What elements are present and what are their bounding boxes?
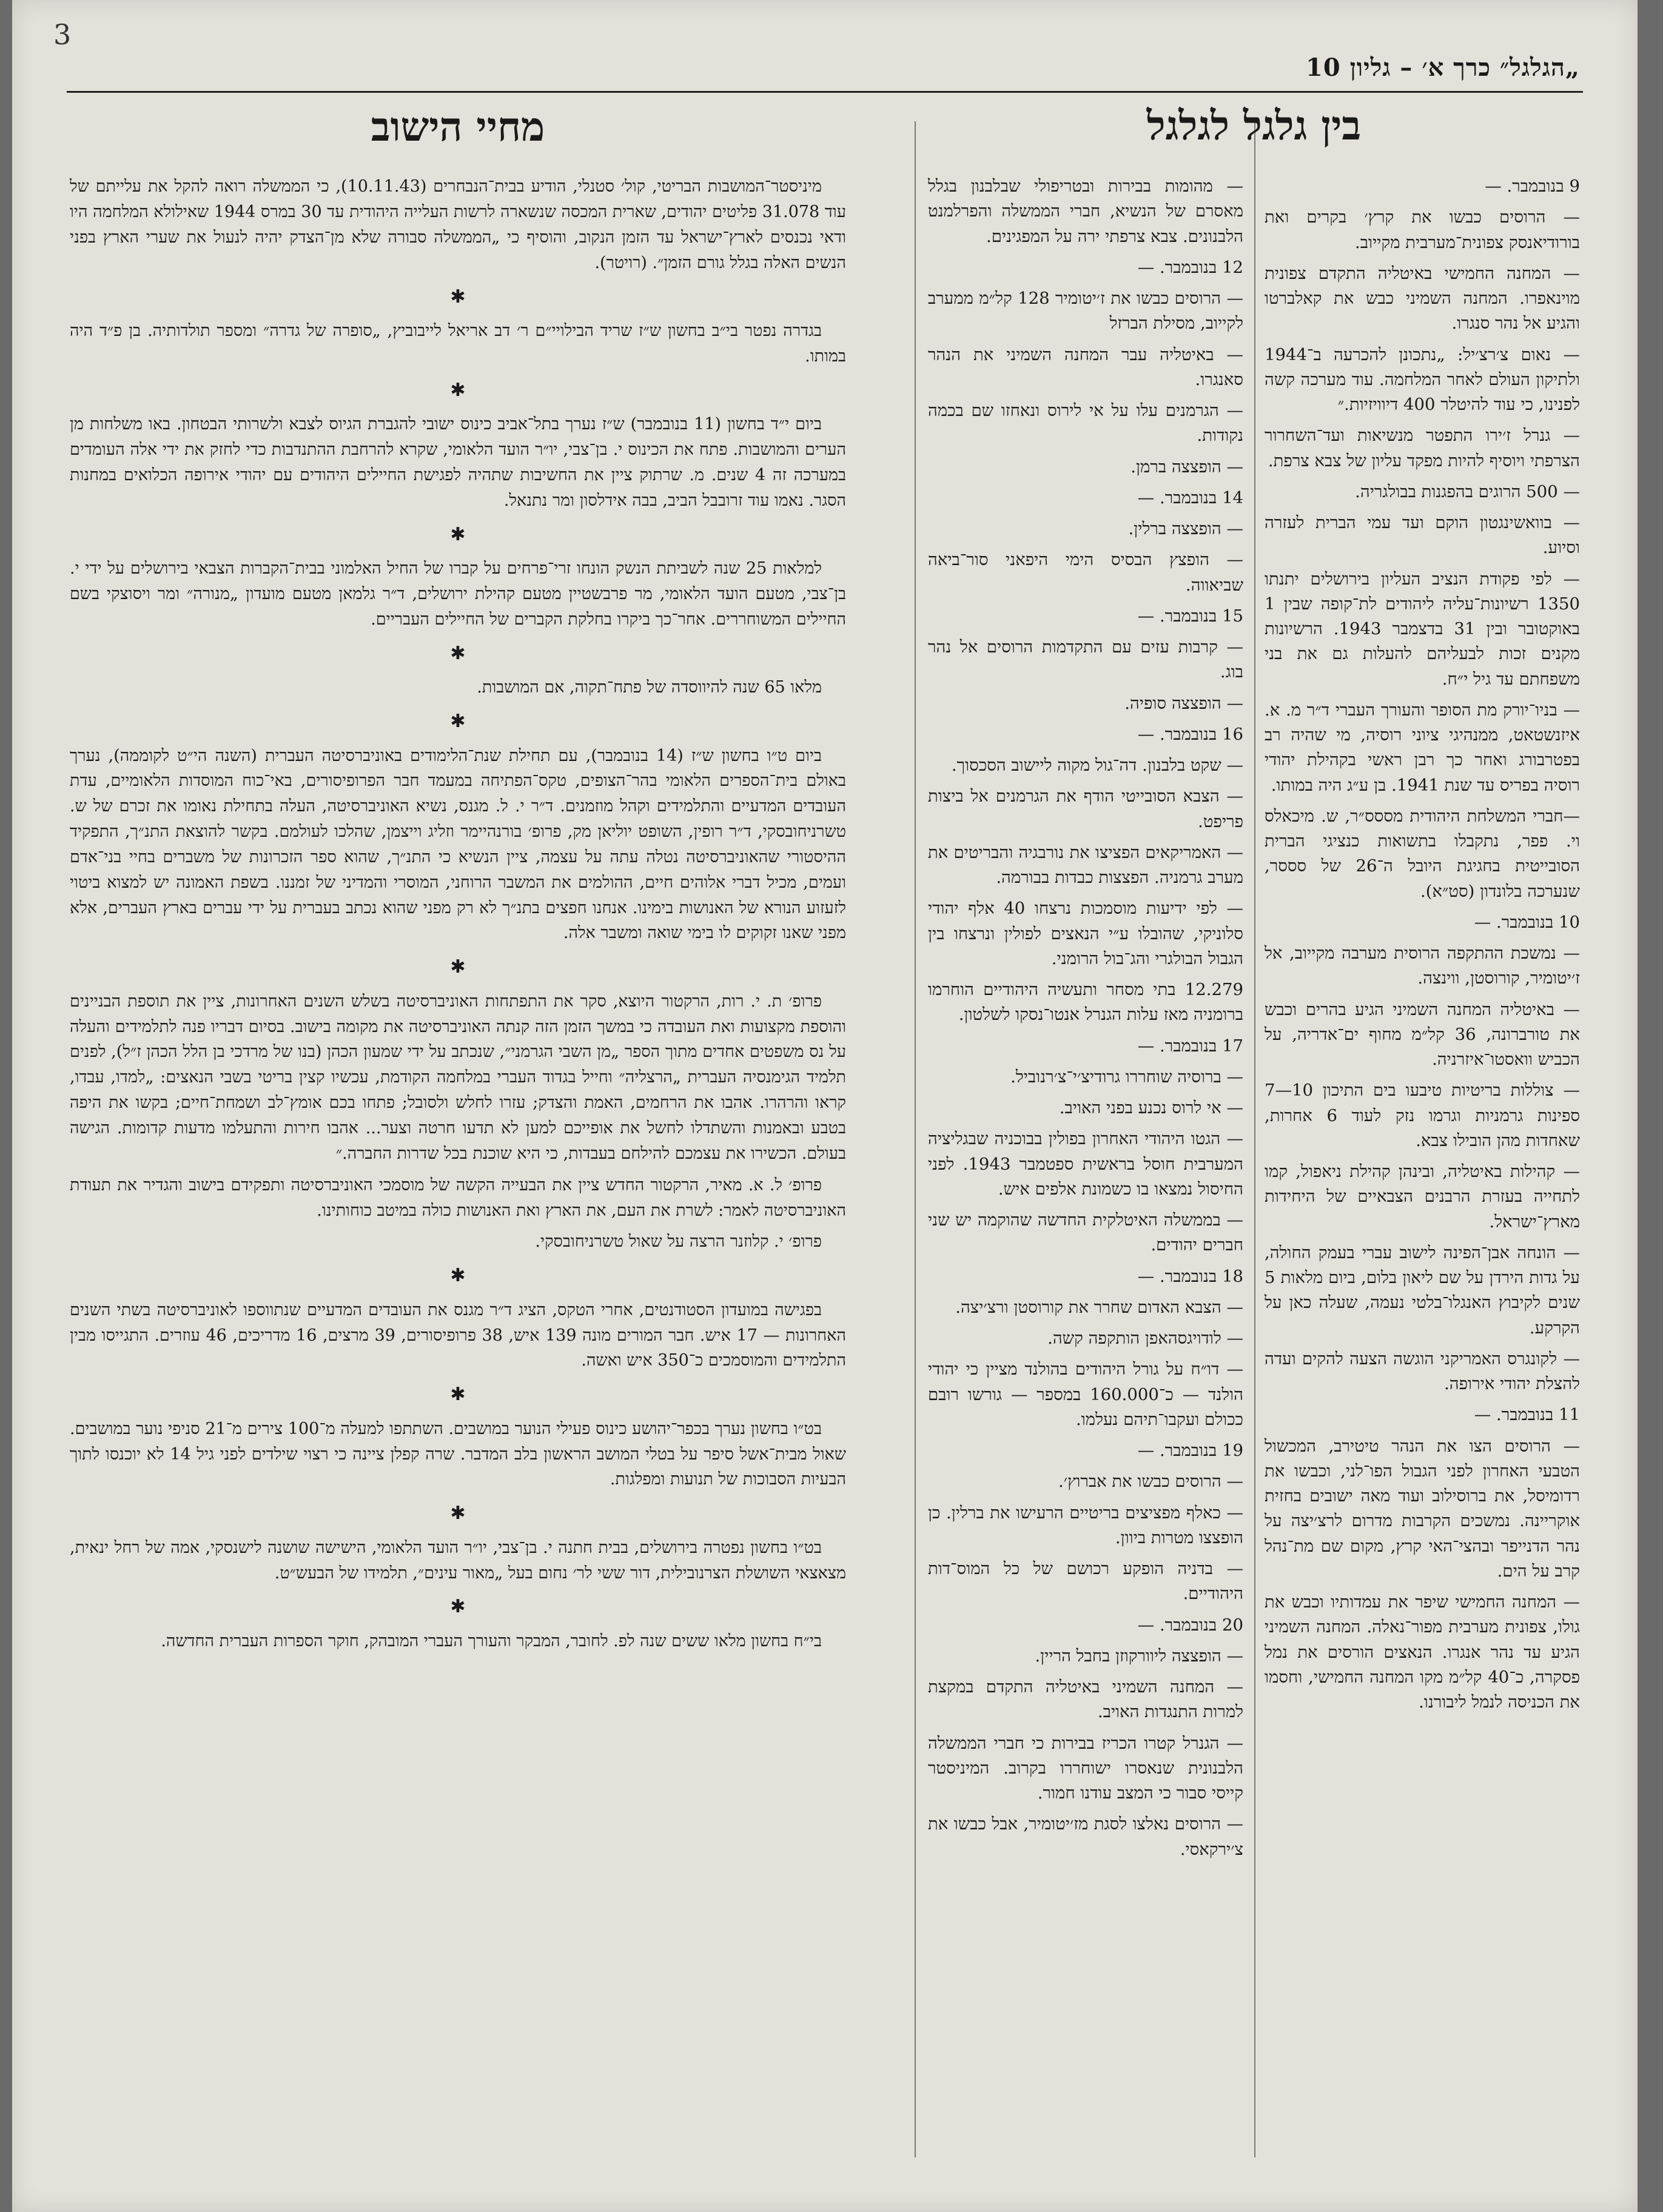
section-separator: ✱ <box>450 1265 466 1287</box>
news-item: — באיטליה עבר המחנה השמיני את הנהר סאנגרו. <box>928 344 1243 389</box>
news-item: — ברוסיה שוחררו גרודיצ׳י־צ׳רנוביל. <box>1010 1067 1243 1087</box>
news-item: — הגנרל קטרו הכריז בבירות כי חברי הממשלה הלבנונית שנאסרו ישוחררו בקרוב. המיניסטר קייסי סבור כי המצב עודנו חמור. <box>928 1733 1243 1803</box>
news-item: — בממשלה האיטלקית החדשה שהוקמה יש שני חברים יהודים. <box>928 1210 1243 1255</box>
news-item: — צוללות בריטיות טיבעו בים התיכון 10—7 ספינות גרמניות וגרמו נזק לעוד 6 אחרות, שאחדות מהן הובילו צבא. <box>1265 1081 1580 1150</box>
header-rule <box>67 91 1583 93</box>
news-item: — גנרל ז׳ירו התפטר מנשיאות ועד־השחרור הצרפתי ויוסיף להיות מפקד עליון של צבא צרפת. <box>1265 426 1580 471</box>
news-item: — הופצצה ליוורקוזן בחבל הריין. <box>1035 1646 1243 1666</box>
news-date-heading: 12 בנובמבר. — <box>1137 257 1243 277</box>
news-item: — הופצצה ברמן. <box>1131 457 1243 477</box>
news-item: — נמשכת ההתקפה הרוסית מערבה מקייוב, אל ז׳יטומיר, קורוסטן, ווינצה. <box>1265 943 1580 988</box>
news-item: — 500 הרוגים בהפגנות בבולגריה. <box>1355 481 1580 501</box>
section-separator: ✱ <box>450 956 466 978</box>
yishuv-item: מיניסטר־המושבות הבריטי, קול׳ סטנלי, הודיע בבית־הנבחרים (10.11.43), כי הממשלה רואה להקל את עלייתם של עוד 31.078 פליטים יהודים, שארית המכסה שנשארה לרשות העלייה היהודית עד 30 במרס 1944 שאילולא המלחמה היו ודאי נכנסים לארץ־ישראל עד הזמן הנקוב, והוסיף כי „הממשלה סבורה שלא מן־הצדק יהיה לנעול את שערי הארץ בפני הנשים האלה בגלל גורם הזמן״. (רויטר). <box>70 177 846 272</box>
news-item: — הצבא האדום שחרר את קורוסטן ורצ׳יצה. <box>955 1297 1243 1317</box>
yishuv-item: בפגישה במועדון הסטודנטים, אחרי הטקס, הציג ד״ר מגנס את העובדים המדעיים שנתווספו לאוניברסיטה בשתי השנים האחרונות — 17 איש. חבר המורים מונה 139 איש, 38 פרופיסורים, 39 מרצים, 16 מדריכים, 46 עוזרים. התגייסו מבין התלמידים והמוסמכים כ־350 איש ואשה. <box>70 1300 846 1370</box>
news-item: — לפי פקודת הנציב העליון בירושלים יתנתו 1350 רשיונות־עליה ליהודים לת־קופה שבין 1 באוקטובר ובין 31 בדצמבר 1943. הרשיונות מקנים זכות לבעליהם להעלות גם את בני משפחתם עד גיל י״ח. <box>1265 569 1580 689</box>
section-separator: ✱ <box>450 286 466 307</box>
news-item: — הצבא הסובייטי הודף את הגרמנים אל ביצות פריפט. <box>928 786 1243 831</box>
news-item: — דו״ח על גורל היהודים בהולנד מציין כי יהודי הולנד — כ־160.000 במספר — גורשו רובם ככולם ועקבו־תיהם נעלמו. <box>928 1359 1243 1429</box>
news-date-heading: 20 בנובמבר. — <box>1137 1615 1243 1635</box>
news-item: — נאום צ׳רצ׳יל: „נתכונן להכרעה ב־1944 ולתיקון העולם לאחר המלחמה. עוד מערכה קשה לפנינו, כי עוד להיטלר 400 דיוויזיות.״ <box>1265 344 1580 415</box>
section-separator: ✱ <box>450 1596 466 1618</box>
yishuv-item: בגדרה נפטר בי״ב בחשון ש״ז שריד הבילויי״ם ר׳ דב אריאל לייבוביץ, „סופרה של גדרה״ ומספר תולדותיה. בן פ״ד היה במותו. <box>70 321 846 366</box>
news-date-heading: 11 בנובמבר. — <box>1474 1405 1580 1425</box>
column-divider <box>1254 121 1255 2157</box>
news-item: — בדניה הופקע רכושם של כל המוס־דות היהודיים. <box>928 1559 1243 1604</box>
news-item: — הרוסים כבשו את ז׳יטומיר 128 קל״מ ממערב לקייוב, מסילת הברזל <box>928 289 1243 333</box>
news-item: — המחנה החמישי שיפר את עמדותיו וכבש את גולו, צפונית מערבית מפור־נאלה. המחנה השמיני הגיע עד נהר אנגרו. הנאצים הורסים את נמל פסקרה, כ־40 קל״מ מקו המחנה החמישי, וחסמו את הכניסה לנמל ליבורנו. <box>1265 1592 1580 1712</box>
news-item: — בוואשינגטון הוקם ועד עמי הברית לעזרה וסיוע. <box>1265 513 1580 558</box>
section-separator: ✱ <box>450 523 466 545</box>
news-item: — הרוסים הצו את הנהר טיטירב, המכשול הטבעי האחרון לפני הגבול הפו־לני, וכבשו את רדומיסל, את ברוסילוב ועוד מאה ישובים בחזית אוקריינה. נמשכים הקרבות מדרום לרצ׳יצה על נהר הדנייפר ובהצי־האי קרץ, מקום שם מת־נהל קרב על הים. <box>1265 1436 1580 1581</box>
news-item: — הרוסים כבשו את אברוץ׳. <box>1058 1472 1243 1492</box>
news-date-heading: 17 בנובמבר. — <box>1137 1036 1243 1056</box>
news-item: — המחנה החמישי באיטליה התקדם צפונית מוינאפרו. המחנה השמיני כבש את קאלברטו והגיע אל נהר סנגרו. <box>1265 263 1580 333</box>
section-separator: ✱ <box>450 1503 466 1524</box>
yishuv-item: בט״ו בחשון נפטרה בירושלים, בבית חתנה י. בן־צבי, יו״ר הועד הלאומי, הישישה שושנה לישנסקי, אמה של רחל ינאית, מצאצאי השושלת הצרנובילית, דור ששי לר׳ נחום בעל „מאור עינים״, תלמידו של הבעש״ט. <box>70 1538 846 1583</box>
news-item: — הרוסים כבשו את קרץ׳ בקרים ואת בורודיאנסק צפונית־מערבית מקייוב. <box>1265 207 1580 252</box>
section-separator: ✱ <box>450 711 466 732</box>
news-item: — שקט בלבנון. דה־גול מקוה ליישוב הסכסוך. <box>951 756 1243 776</box>
news-item: — בניו־יורק מת הסופר והעורך העברי ד״ר מ. א. איזנשטאט, ממנהיגי ציוני רוסיה, מי שהיה רב בפטרבורג ואחר כך רבן ראשי בקהילת יהודי רוסיה בפריס עד שנת 1941. בן ע״ג היה במותו. <box>1265 700 1580 795</box>
yishuv-item: פרופ׳ ל. א. מאיר, הרקטור החדש ציין את הבעייה הקשה של מוסמכי האוניברסיטה ותפקידם בישוב והגדיר את תעודת האוניברסיטה לאמר: לשרת את העם, את הארץ ואת האנושות כולה במיטב כוחותינו. <box>70 1175 846 1220</box>
yishuv-item: מלאו 65 שנה להיווסדה של פתח־תקוה, אם המושבות. <box>477 678 822 697</box>
news-item: — לפי ידיעות מוסמכות נרצחו 40 אלף יהודי סלוניקי, שהובלו ע״י הנאצים לפולין ונרצחו בין הגבול הבולגרי והג־בול הרומני. <box>928 899 1243 968</box>
news-item: — הופצצה סופיה. <box>1124 693 1243 713</box>
section-separator: ✱ <box>450 379 466 401</box>
column-divider <box>915 121 916 2157</box>
news-date-heading: 16 בנובמבר. — <box>1137 724 1243 744</box>
news-item: — כאלף מפציצים בריטיים הרעישו את ברלין. כן הופצצו מטרות ביוון. <box>928 1503 1243 1547</box>
news-date-heading: 10 בנובמבר. — <box>1474 912 1580 932</box>
news-item: — הופצץ הבסיס הימי היפאני סור־ביאה שביאווה. <box>928 550 1243 595</box>
news-item: —חברי המשלחת היהודית מססס״ר, ש. מיכאלס וי. פפר, נתקבלו בתשואות כנציגי הברית הסובייטית בחגיגת היובל ה־26 של סססר, שנערכה בלונדון (סט״א). <box>1265 806 1580 901</box>
news-item: — הגטו היהודי האחרון בפולין בבוכניה שבגליציה המערבית חוסל בראשית ספטמבר 1943. לפני החיסול נמצאו בו כשמונת אלפים איש. <box>928 1129 1243 1199</box>
news-date-heading: 15 בנובמבר. — <box>1137 606 1243 626</box>
news-item: — לקונגרס האמריקני הוגשה הצעה להקים ועדה להצלת יהודי אירופה. <box>1265 1349 1580 1394</box>
yishuv-item: ביום ט״ו בחשון ש״ז (14 בנובמבר), עם תחילת שנת־הלימודים באוניברסיטה העברית (השנה הי״ט לקוממה), נערך באולם בית־הספרים הלאומי בהר־הצופים, טקס־הפתיחה במעמד חבר הפרופיסורים, באי־כוח המוסדות הלאומיים, עדת העובדים המדעיים והתלמידים וקהל מוזמנים. ד״ר י. ל. מגנס, נשיא האוניברסיטה, העלה בתחילת נאומו את זכרם של ש. טשרניחובסקי, ד״ר רופין, השופט יוליאן מק, פרופ׳ בורנהיימר וזליג וייצמן, שהלכו לעולמם. בקשר להוצאת התנ״ך, התפקיד ההיסטורי שהאוניברסיטה נטלה עתה על עצמה, ציין הנשיא כי התנ״ך, שהוא ספר הזכרונות של משברים בחיי בני־אדם ועמים, מכיל דברי אלוהים חיים, ההולמים את המשבר הרוחני, המוסרי והמדיני של זמננו. בשפת האמונה יש למצוא ביטוי לזעזוע הנורא של האנושות בימינו. אנחנו חפצים בתנ״ך לא רק מפני שהוא נכתב בעברית על ידי עברים בארץ העברים, אלא מפני שאנו זקוקים לו בימי שואה ומשבר אלה. <box>70 746 846 943</box>
news-item: 12.279 בתי מסחר ותעשיה היהודיים הוחרמו ברומניה מאז עלות הגנרל אנטו־נסקו לשלטון. <box>928 980 1243 1025</box>
page-number: 3 <box>53 18 72 51</box>
yishuv-item: ביום י״ד בחשון (11 בנובמבר) ש״ז נערך בתל־אביב כינוס ישובי להגברת הגיוס לצבא ולשרותי הבטחון. באו משלחות מן הערים והמושבות. פתח את הכינוס י. בן־צבי, יו״ר הועד הלאומי, שקרא להרחבת ההתנדבות כדי לחזק את ידי אלה העומדים במערכה זה 4 שנים. מ. שרתוק ציין את החשיבות שתהיה לפגישת החיילים היהודים עם יהודי אירופה הכלואים במחנות הסגר. נאמו עוד זרובבל הביב, בבה אידלסון ומר נתנאל. <box>70 415 846 510</box>
news-item: — הופצצה ברלין. <box>1128 519 1243 539</box>
newspaper-page <box>12 0 1638 2212</box>
yishuv-column <box>70 97 846 2163</box>
news-date-heading: 9 בנובמבר. — <box>1485 176 1580 196</box>
yishuv-column-title: מחיי הישוב <box>371 103 545 150</box>
news-date-heading: 18 בנובמבר. — <box>1137 1266 1243 1286</box>
news-item: — המחנה השמיני באיטליה התקדם במקצת למרות התנגדות האויב. <box>928 1677 1243 1722</box>
section-separator: ✱ <box>450 1384 466 1406</box>
yishuv-item: פרופ׳ י. קלוזנר הרצה על שאול טשרניחובסקי. <box>535 1232 822 1252</box>
news-item: — לודויגסהאפן הותקפה קשה. <box>1047 1329 1243 1349</box>
news-item: — הגרמנים עלו על אי לירוס ונאחזו שם בכמה נקודות. <box>928 401 1243 446</box>
news-column-middle <box>928 97 1243 2163</box>
yishuv-item: בי״ח בחשון מלאו ששים שנה לפ. לחובר, המבקר והעורך העברי המובהק, חוקר הספרות העברית החדשה. <box>161 1631 822 1651</box>
section-separator: ✱ <box>450 642 466 664</box>
news-date-heading: 19 בנובמבר. — <box>1137 1441 1243 1461</box>
news-item: — מהומות בבירות ובטריפולי שבלבנון בגלל מאסרם של הנשיא, חברי הממשלה והפרלמנט הלבנונים. צבא צרפתי ירה על המפגינים. <box>928 176 1243 246</box>
yishuv-item: למלאות 25 שנה לשביתת הנשק הונחו זרי־פרחים על קברו של החיל האלמוני בבית־הקברות הצבאי בירושלים על ידי י. בן־צבי, מטעם הועד הלאומי, מר פרבשטיין מטעם קהילת ירושלים, ד״ר גלמאן מטעם מועדון „מנורה״ ומר ויסוצקי בשם החיילים המשוחררים. אחר־כך ביקרו בחלקת הקברים של החיילים העבריים. <box>70 559 846 629</box>
news-item: — הונחה אבן־הפינה לישוב עברי בעמק החולה, על גדות הירדן על שם ליאון בלום, ביום מלאות 5 שנים לקיבוץ האנגלו־בלטי נעמה, שעלה כאן על הקרקע. <box>1265 1242 1580 1338</box>
news-item: — האמריקאים הפציצו את נורבגיה והבריטים את מערב גרמניה. הפצצות כבדות בבורמה. <box>928 842 1243 888</box>
yishuv-item: בט״ו בחשון נערך בכפר־יהושע כינוס פעילי הנוער במושבים. השתתפו למעלה מ־100 צירים מ־21 סניפי נוער במושבים. שאול מבית־אשל סיפר על בטלי המושב הראשון בלב המדבר. שרה קפלן ציינה כי רצוי שילדים לפני גיל 14 לא יוכנסו לתוך הבעיות הסבוכות של תנועות ומפלגות. <box>70 1419 846 1489</box>
yishuv-item: פרופ׳ ת. י. רות, הרקטור היוצא, סקר את התפתחות האוניברסיטה בשלש השנים האחרונות, ציין את תוספת הבניינים והוספת מקצועות ואת העובדה כי במשך הזמן הזה קנתה האוניברסיטה את מקומה בישוב. בסיום דבריו פנה לתלמידים והעלה על נס משפטים אחדים מתוך הספר „מן השבי הגרמני״, שנכתב על ידי שמעון הכהן (בנו של מרדכי בן הלל הכהן ז״ל), לפנים תלמיד הגימנסיה העברית „הרצליה״ וחייל בגדוד העברי במלחמה הקודמת, עכשיו קצין בריטי בשבי הנאצים: „למדו, עבדו, קראו והרהרו. אהבו את הרחמים, האמת והצדק; עזרו לחלש ולסובל; פתחו בכם אומץ־לב ושמחת־חיים; בקשו את היפה בטבע ובאמנות והשתדלו לחשל את אופייכם למען לא תדעו חרטה וצער... אהבו חירות והתעלמו מדעות קדומות. הגישה בעולם. הכשירו את עצמכם להילחם בעבדות, כי היא שוכנת בכל שדרות החברה.״ <box>70 991 846 1163</box>
news-date-heading: 14 בנובמבר. — <box>1137 488 1243 508</box>
news-item: — הרוסים נאלצו לסגת מז׳יטומיר, אבל כבשו את צ׳ירקאסי. <box>928 1814 1243 1859</box>
news-column-title: בין גלגל לגלגל <box>1146 102 1362 149</box>
running-head: „הגלגל״ כרך א׳ – גליון 10 <box>1306 53 1580 82</box>
news-item: — קהילות באיטליה, ובינהן קהילת ניאפול, קמו לתחייה בעזרת הרבנים הצבאיים של היחידות מארץ־ישראל. <box>1265 1162 1580 1232</box>
news-item: — קרבות עזים עם התקדמות הרוסים אל נהר בוג. <box>928 637 1243 682</box>
news-item: — אי לרוס נכנע בפני האויב. <box>1059 1098 1243 1118</box>
news-column-right <box>1265 97 1580 2163</box>
news-item: — באיטליה המחנה השמיני הגיע בהרים וכבש את טורברונה, 36 קל״מ מחוף ים־אדריה, על הכביש וואסטו־איזרניה. <box>1265 999 1580 1070</box>
